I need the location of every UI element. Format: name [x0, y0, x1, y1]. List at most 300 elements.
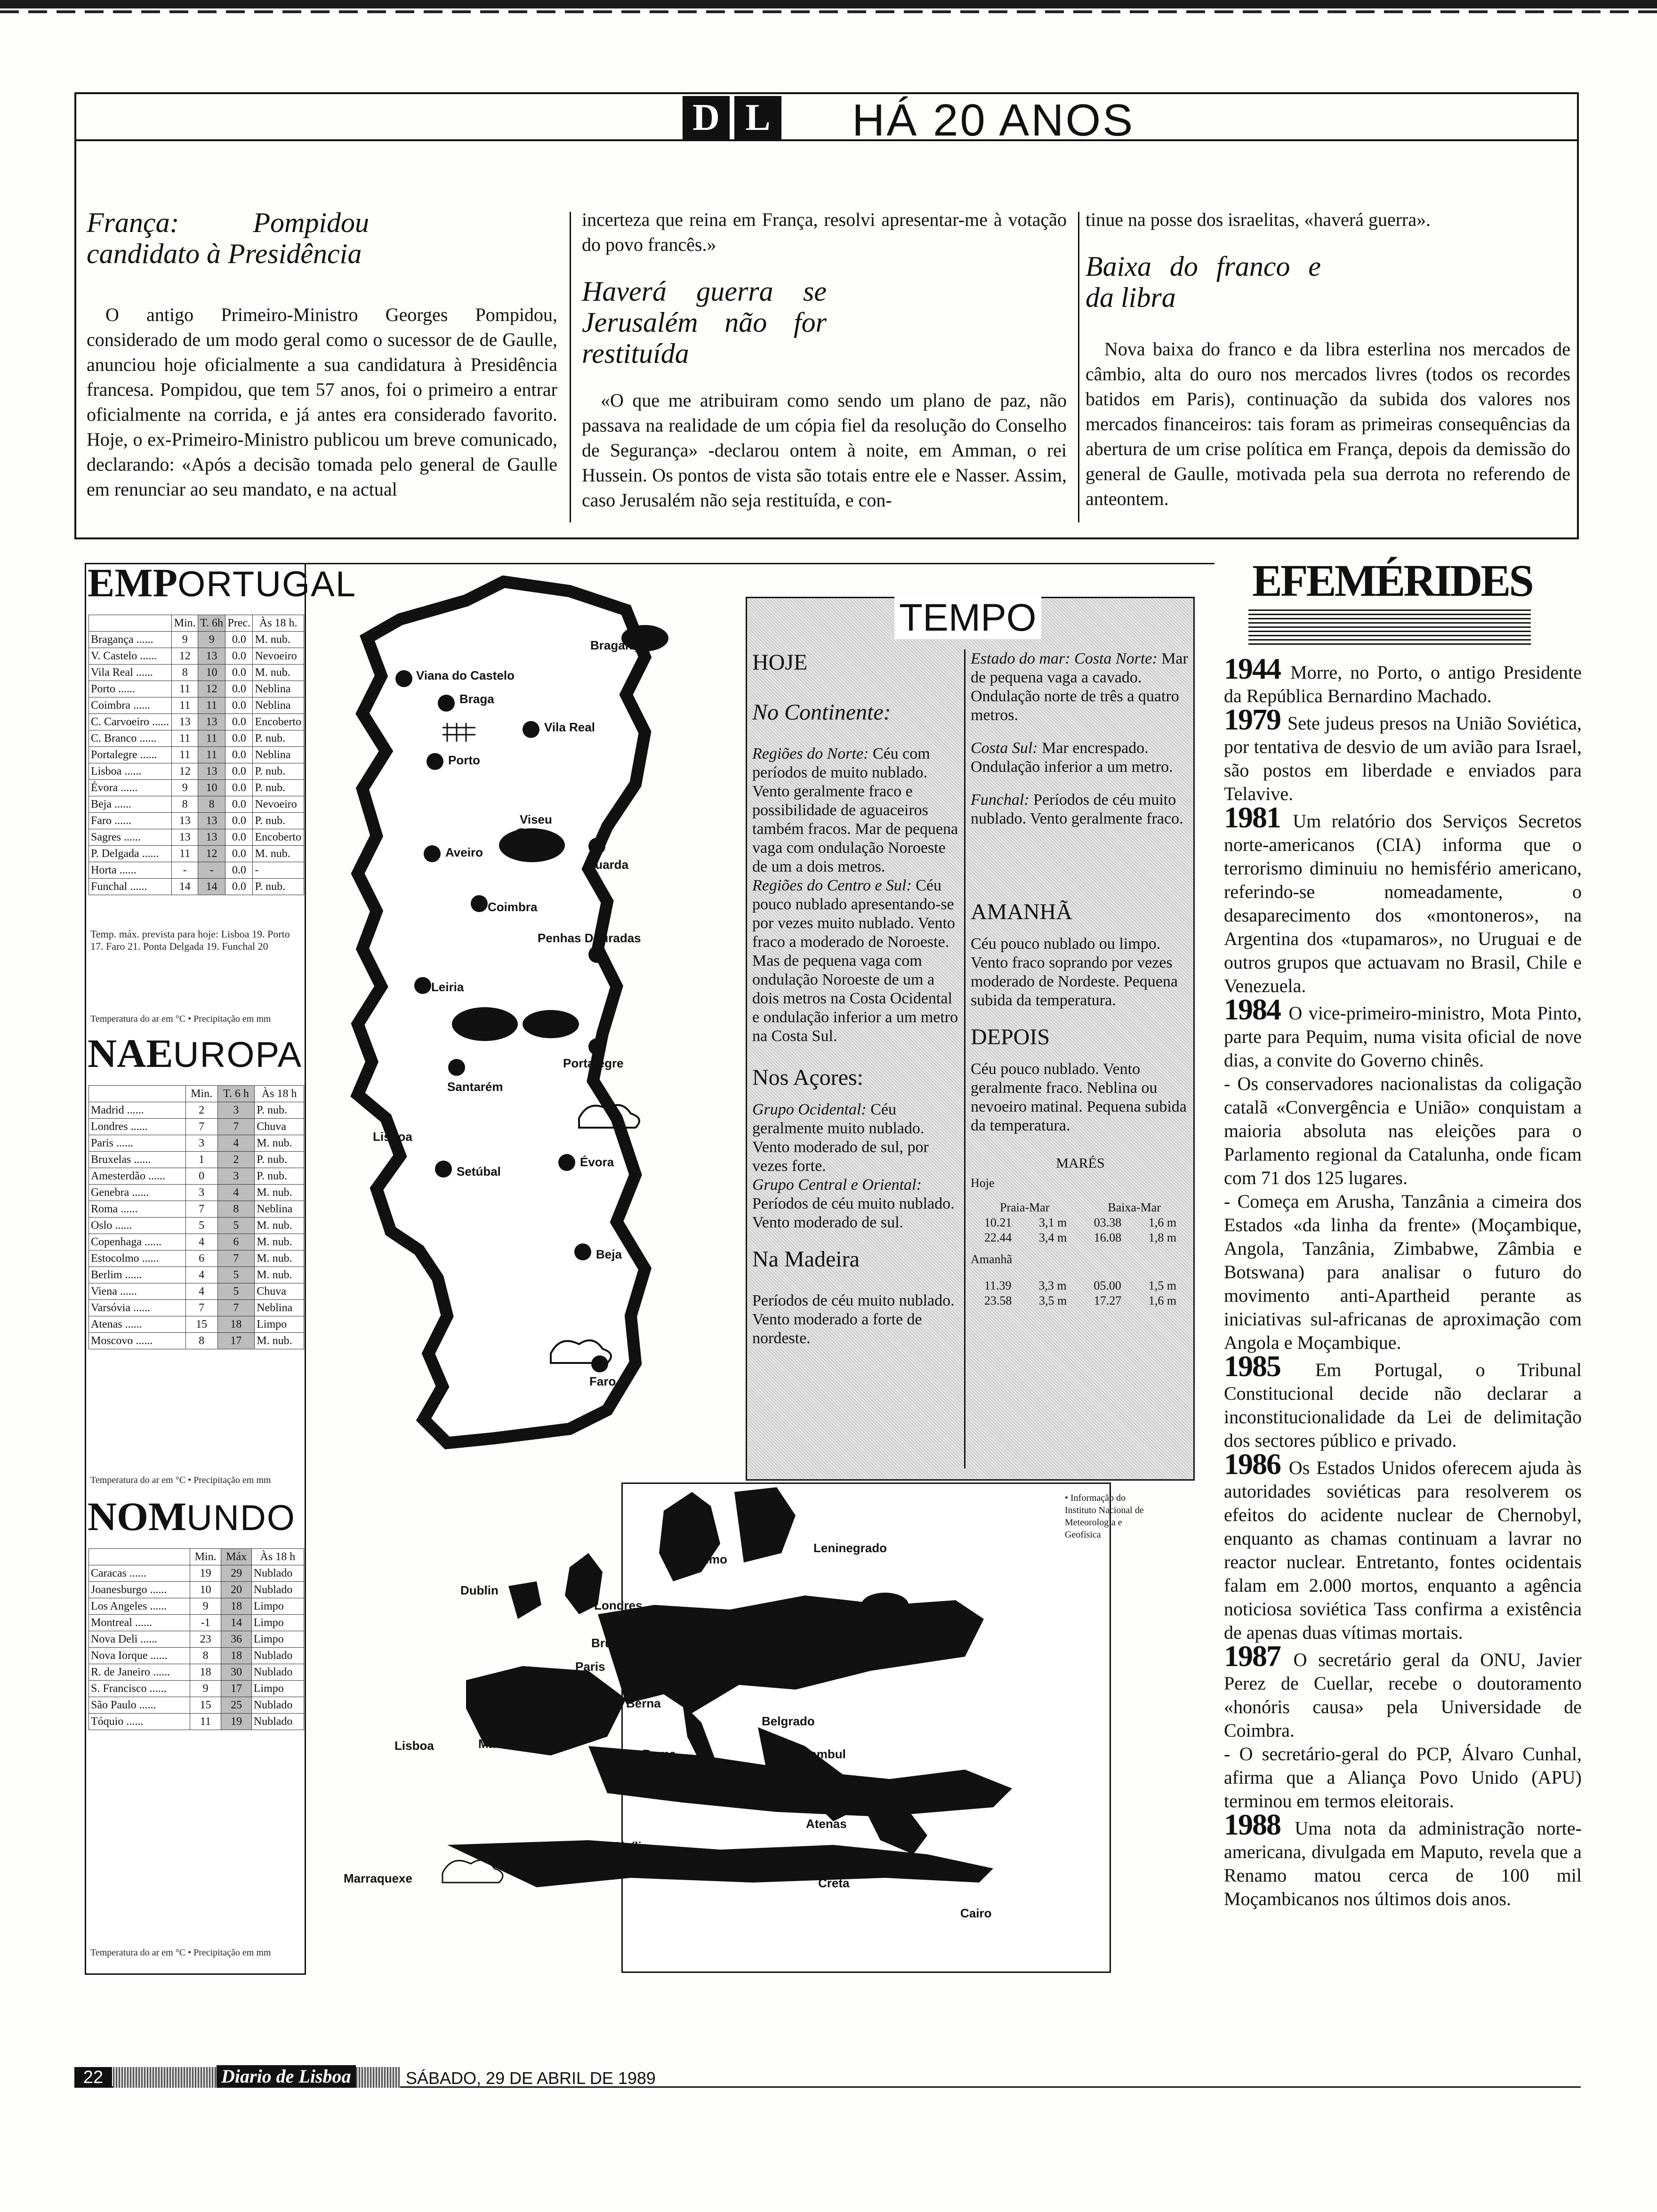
- centro-label: Regiões do Centro e Sul:: [752, 877, 912, 894]
- table-cell: São Paulo ......: [89, 1697, 190, 1714]
- depois-text: Céu pouco nublado. Vento geralmente fraco. Neblina ou nevoeiro matinal. Pequena subida da temperatura.: [971, 1060, 1187, 1134]
- title-caps: NA: [88, 1031, 146, 1076]
- table-row: [89, 1615, 304, 1631]
- ocidental-label: Grupo Ocidental:: [752, 1101, 867, 1118]
- table-cell: 4: [217, 1135, 255, 1152]
- table-cell: 10: [198, 780, 225, 796]
- city-label: Leninegrado: [813, 1541, 887, 1555]
- city-label: Lisboa: [394, 1739, 434, 1753]
- table-cell: Limpo: [251, 1681, 304, 1697]
- table-cell: 13: [198, 714, 225, 730]
- continente-heading: No Continente:: [752, 700, 891, 725]
- table-cell: 7: [185, 1300, 217, 1316]
- table-row: [89, 1300, 304, 1316]
- portugal-map: [306, 563, 739, 1457]
- table-cell: 11: [172, 730, 198, 747]
- table-cell: 36: [221, 1631, 251, 1648]
- table-cell: 3: [217, 1168, 255, 1185]
- efemeride-year: 1986: [1224, 1447, 1289, 1481]
- table-row: [89, 846, 304, 862]
- table-cell: Nublado: [251, 1697, 304, 1714]
- efemeride-year: 1984: [1224, 993, 1289, 1026]
- table-cell: 0.0: [225, 813, 253, 829]
- table-cell: P. nub.: [253, 813, 304, 829]
- table-row: [89, 1135, 304, 1152]
- table-cell: 3: [185, 1185, 217, 1201]
- city-dot: [523, 721, 539, 738]
- table-cell: P. nub.: [253, 879, 304, 895]
- table-cell: 29: [221, 1565, 251, 1582]
- efemeride-item: [1224, 1808, 1582, 1911]
- table-cell: 4: [185, 1283, 217, 1300]
- table-cell: 0.0: [225, 730, 253, 747]
- table-cell: 6: [185, 1250, 217, 1267]
- table-cell: 14: [221, 1615, 251, 1631]
- title-rest: UNDO: [186, 1498, 296, 1538]
- tide-row: [971, 1230, 1190, 1245]
- table-cell: 19: [221, 1714, 251, 1730]
- table-cell: 15: [190, 1697, 221, 1714]
- table-cell: 11: [172, 697, 198, 714]
- europe-weather-title: [88, 1031, 303, 1076]
- column-rule: [570, 212, 571, 522]
- table-cell: 12: [198, 681, 225, 697]
- table-cell: Limpo: [251, 1615, 304, 1631]
- article-1: [87, 207, 557, 502]
- article-3-body: Nova baixa do franco e da libra esterlina nos mercados de câmbio, alta do ouro nos mercados livres (todos os recordes batidos em Paris), continuação da subida dos valores nos mercados financeiros: tais foram as primeiras consequências da abertura de um crise política em França, depois da demissão do general de Gaulle, motivada pela sua derrota no referendo de anteontem.: [1086, 338, 1570, 509]
- table-row: [89, 763, 304, 780]
- table-row: [89, 1250, 304, 1267]
- table-cell: 5: [217, 1218, 255, 1234]
- city-label: Sicília: [613, 1839, 649, 1853]
- city-label: Londres: [594, 1598, 643, 1612]
- tide-value: 05.00: [1094, 1279, 1121, 1292]
- table-cell: 23: [190, 1631, 221, 1648]
- table-cell: 0.0: [225, 714, 253, 730]
- table-cell: Nova Iorque ......: [89, 1648, 190, 1664]
- efemeride-year: 1985: [1224, 1349, 1315, 1383]
- table-cell: Nublado: [251, 1582, 304, 1598]
- table-cell: Roma ......: [89, 1201, 186, 1218]
- amanha-heading: AMANHÃ: [971, 899, 1072, 924]
- acores-heading: Nos Açores:: [752, 1065, 863, 1090]
- tide-value: 1,8 m: [1148, 1231, 1177, 1244]
- city-label: Viseu: [520, 812, 552, 826]
- table-cell: Neblina: [253, 747, 304, 763]
- table-cell: Moscovo ......: [89, 1333, 186, 1349]
- table-cell: S. Francisco ......: [89, 1681, 190, 1697]
- tide-value: 17.27: [1094, 1294, 1122, 1307]
- tide-value: 11.39: [984, 1279, 1012, 1292]
- table-cell: 0.0: [225, 648, 253, 665]
- table-cell: 8: [185, 1333, 217, 1349]
- table-cell: 9: [190, 1681, 221, 1697]
- city-label: Portalegre: [563, 1056, 624, 1070]
- table-cell: 13: [172, 813, 198, 829]
- page-number: 22: [74, 2067, 112, 2088]
- world-weather-table: [88, 1548, 304, 1730]
- table-cell: 17: [217, 1333, 255, 1349]
- efemeride-item: [1224, 993, 1582, 1072]
- table-cell: 11: [172, 747, 198, 763]
- title-caps: P: [153, 560, 178, 605]
- central-label: Grupo Central e Oriental:: [752, 1176, 922, 1194]
- sul-text: Mar encrespado. Ondulação inferior a um metro.: [971, 739, 1173, 776]
- table-cell: Tóquio ......: [89, 1714, 190, 1730]
- table-cell: P. nub.: [253, 763, 304, 780]
- table-row: [89, 1565, 304, 1582]
- table-cell: Nevoeiro: [253, 648, 304, 665]
- table-header-cell: Máx: [221, 1549, 251, 1565]
- funchal-text: Períodos de céu muito nublado. Vento geralmente fraco.: [971, 791, 1183, 827]
- table-cell: Encoberto: [253, 714, 304, 730]
- title-caps: E: [146, 1031, 173, 1076]
- city-label: Paris: [575, 1659, 605, 1674]
- table-header-row: [89, 615, 304, 632]
- efemeride-year: 1988: [1224, 1808, 1295, 1841]
- city-label: Moscovo: [796, 1619, 850, 1633]
- table-cell: 18: [221, 1648, 251, 1664]
- table-cell: 9: [172, 632, 198, 648]
- table-row: [89, 796, 304, 813]
- table-cell: P. nub.: [253, 780, 304, 796]
- table-row: [89, 780, 304, 796]
- table-cell: Los Angeles ......: [89, 1598, 190, 1615]
- efemeride-year: 1979: [1224, 703, 1288, 736]
- table-cell: Copenhaga ......: [89, 1234, 186, 1250]
- praia-mar-label: Praia-Mar: [999, 1201, 1050, 1214]
- table-cell: 8: [217, 1201, 255, 1218]
- table-cell: 4: [185, 1234, 217, 1250]
- table-cell: Oslo ......: [89, 1218, 186, 1234]
- efemeride-text: Os Estados Unidos oferecem ajuda às autoridades soviéticas para resolverem os efeitos do acidente nuclear de Chernobyl, enquanto as chamas continuam a lavrar no reactor nuclear. Entretanto, fontes ocidentais falam em 2.000 mortos, enquanto a agência noticiosa soviética Tass confirma a existência de apenas duas vítimas mortais.: [1224, 1457, 1582, 1643]
- norte-label: Regiões do Norte:: [752, 745, 869, 762]
- tide-value: 3,3 m: [1038, 1279, 1067, 1292]
- efemeride-item: [1224, 801, 1582, 998]
- table-cell: P. nub.: [255, 1102, 304, 1119]
- tempo-right-column: [971, 649, 1190, 1308]
- table-cell: Beja ......: [89, 796, 172, 813]
- city-label: Roma: [642, 1747, 676, 1761]
- table-cell: M. nub.: [255, 1218, 304, 1234]
- city-dot: [414, 977, 431, 994]
- city-label: Berlim: [677, 1636, 715, 1650]
- tide-value: 03.38: [1094, 1216, 1122, 1229]
- table-row: [89, 1333, 304, 1349]
- europe-weather-table: [88, 1085, 304, 1349]
- table-cell: Portalegre ......: [89, 747, 172, 763]
- source-note: • Informação do Instituto Nacional de Meteorologia e Geofísica: [1065, 1493, 1144, 1540]
- table-cell: 13: [198, 829, 225, 846]
- mares-hoje-rows: [971, 1215, 1190, 1245]
- table-cell: 9: [198, 632, 225, 648]
- table-cell: Estocolmo ......: [89, 1250, 186, 1267]
- efemeride-item: [1224, 1639, 1582, 1742]
- table-cell: 11: [198, 747, 225, 763]
- table-row: [89, 747, 304, 763]
- table-cell: Limpo: [251, 1598, 304, 1615]
- table-cell: 1: [185, 1152, 217, 1168]
- efemeride-text: - O secretário-geral do PCP, Álvaro Cunhal, afirma que a Aliança Povo Unido (APU) terminou em termos eleitorais.: [1224, 1743, 1582, 1811]
- top-edge-dashes: [0, 10, 1657, 13]
- table-cell: Nova Deli ......: [89, 1631, 190, 1648]
- table-cell: P. nub.: [253, 730, 304, 747]
- table-cell: Neblina: [255, 1300, 304, 1316]
- table-cell: C. Carvoeiro ......: [89, 714, 172, 730]
- table-cell: 2: [185, 1102, 217, 1119]
- table-cell: 13: [198, 648, 225, 665]
- tide-value: 22.44: [984, 1231, 1012, 1244]
- madeira-text: Períodos de céu muito nublado. Vento moderado a forte de nordeste.: [752, 1292, 955, 1347]
- city-label: Creta: [818, 1876, 850, 1890]
- city-label: Faro: [589, 1374, 616, 1388]
- amanha-text: Céu pouco nublado ou limpo. Vento fraco soprando por vezes moderado de Nordeste. Pequena subida da temperatura.: [971, 935, 1178, 1009]
- table-cell: -: [198, 862, 225, 879]
- table-cell: 0.0: [225, 763, 253, 780]
- table-cell: Berlim ......: [89, 1267, 186, 1283]
- table-row: [89, 1102, 304, 1119]
- table-row: [89, 1598, 304, 1615]
- table-cell: 9: [172, 780, 198, 796]
- tide-value: 3,5 m: [1038, 1294, 1067, 1307]
- city-dot: [588, 838, 605, 855]
- table-cell: Funchal ......: [89, 879, 172, 895]
- table-cell: Varsóvia ......: [89, 1300, 186, 1316]
- table-cell: M. nub.: [255, 1250, 304, 1267]
- table-cell: 11: [172, 846, 198, 862]
- table-row: [89, 730, 304, 747]
- table-cell: M. nub.: [253, 665, 304, 681]
- table-cell: -: [253, 862, 304, 879]
- tide-value: 1,6 m: [1148, 1216, 1177, 1229]
- city-dot: [424, 845, 441, 862]
- city-label: Penhas Douradas: [538, 931, 641, 945]
- efemerides-title: EFEMÉRIDES: [1252, 555, 1532, 606]
- tide-value: 1,6 m: [1148, 1294, 1177, 1307]
- tide-value: 3,4 m: [1038, 1231, 1067, 1244]
- table-row: [89, 681, 304, 697]
- article-2: [582, 207, 1067, 513]
- table-cell: 11: [190, 1714, 221, 1730]
- table-cell: Nublado: [251, 1565, 304, 1582]
- table-cell: 0.0: [225, 632, 253, 648]
- table-header-cell: [89, 615, 172, 632]
- table-header-cell: Min.: [185, 1086, 217, 1102]
- city-dot: [471, 895, 488, 912]
- efemeride-item: [1224, 1072, 1582, 1190]
- portugal-forecast-note: Temp. máx. prevista para hoje: Lisboa 19. Porto 17. Faro 21. Ponta Delgada 19. Funchal 20: [90, 928, 290, 952]
- efemeride-text: Uma nota da administração norte-americana, divulgada em Maputo, revela que a Renamo matou cerca de 100 mil Moçambicanos nos últimos dois anos.: [1224, 1818, 1582, 1909]
- mares-amanha-label: Amanhã: [971, 1252, 1013, 1266]
- table-cell: 7: [217, 1119, 255, 1135]
- table-cell: 0.0: [225, 846, 253, 862]
- table-cell: 0: [185, 1168, 217, 1185]
- city-label: Guarda: [586, 858, 629, 872]
- city-label: Braga: [459, 692, 494, 706]
- table-cell: 25: [221, 1697, 251, 1714]
- table-cell: 13: [172, 829, 198, 846]
- table-cell: 3: [217, 1102, 255, 1119]
- table-cell: Nublado: [251, 1664, 304, 1681]
- table-cell: 6: [217, 1234, 255, 1250]
- table-cell: 0.0: [225, 747, 253, 763]
- article-1-body: O antigo Primeiro-Ministro Georges Pompidou, considerado de um modo geral como o sucessor de de Gaulle, anunciou hoje oficialmente a sua candidatura à Presidência francesa. Pompidou, que tem 57 anos, foi o primeiro a entrar oficialmente na corrida, e já antes era considerado favorito. Hoje, o ex-Primeiro-Ministro publicou um breve comunicado, declarando: «Após a decisão tomada pelo general de Gaulle em renunciar ao seu mandato, e na actual: [87, 304, 557, 500]
- column-rule: [1078, 212, 1079, 522]
- table-cell: 13: [172, 714, 198, 730]
- table-cell: Nublado: [251, 1714, 304, 1730]
- table-cell: M. nub.: [255, 1267, 304, 1283]
- city-dot: [588, 946, 605, 963]
- table-row: [89, 697, 304, 714]
- table-row: [89, 1582, 304, 1598]
- city-label: Cairo: [960, 1906, 992, 1920]
- efemeride-year: 1987: [1224, 1639, 1294, 1673]
- table-cell: Porto ......: [89, 681, 172, 697]
- table-cell: Atenas ......: [89, 1316, 186, 1333]
- city-label: Dublin: [460, 1583, 499, 1597]
- city-dot: [438, 695, 455, 712]
- table-cell: 11: [198, 697, 225, 714]
- table-row: [89, 813, 304, 829]
- table-row: [89, 665, 304, 681]
- funchal-label: Funchal:: [971, 791, 1030, 809]
- city-label: Beja: [596, 1247, 622, 1261]
- efemeride-text: O vice-primeiro-ministro, Mota Pinto, parte para Pequim, numa visita oficial de nove dias, a convite do Governo chinês.: [1224, 1002, 1582, 1071]
- table-header-cell: T. 6h: [198, 615, 225, 632]
- table-cell: M. nub.: [255, 1234, 304, 1250]
- city-dot: [591, 1355, 608, 1372]
- section-title: HÁ 20 ANOS: [852, 95, 1135, 145]
- city-label: Madrid: [478, 1737, 519, 1751]
- city-dot: [435, 1161, 452, 1178]
- table-row: [89, 714, 304, 730]
- table-cell: 18: [221, 1598, 251, 1615]
- article-2-continuation: tinue na posse dos israelitas, «haverá guerra».: [1086, 209, 1431, 230]
- table-cell: 4: [185, 1267, 217, 1283]
- table-cell: Londres ......: [89, 1119, 186, 1135]
- table-cell: Bragança ......: [89, 632, 172, 648]
- efemeride-item: [1224, 1190, 1582, 1354]
- table-header-cell: Às 18 h.: [253, 615, 304, 632]
- table-cell: M. nub.: [253, 846, 304, 862]
- table-row: [89, 1119, 304, 1135]
- table-row: [89, 1267, 304, 1283]
- title-rest: ORTUGAL: [177, 564, 357, 604]
- table-row: [89, 829, 304, 846]
- table-cell: 4: [217, 1185, 255, 1201]
- table-cell: 3: [185, 1135, 217, 1152]
- table-cell: Joanesburgo ......: [89, 1582, 190, 1598]
- portugal-footer-note: Temperatura do ar em °C • Precipitação em mm: [90, 1014, 271, 1024]
- footer-date: SÁBADO, 29 DE ABRIL DE 1989: [406, 2068, 656, 2088]
- table-cell: 8: [198, 796, 225, 813]
- title-caps: NO: [88, 1494, 148, 1539]
- tide-value: 23.58: [984, 1294, 1012, 1307]
- world-footer-note: Temperatura do ar em °C • Precipitação em mm: [90, 1948, 271, 1958]
- mares-amanha-rows: [971, 1278, 1190, 1308]
- city-label: Berna: [626, 1696, 661, 1710]
- tide-value: 10.21: [984, 1216, 1012, 1229]
- paper-name: Diario de Lisboa: [217, 2065, 356, 2088]
- madeira-heading: Na Madeira: [752, 1247, 860, 1272]
- table-row: [89, 1152, 304, 1168]
- table-cell: V. Castelo ......: [89, 648, 172, 665]
- ocidental-text: Céu geralmente muito nublado. Vento moderado de sul, por vezes forte.: [752, 1101, 929, 1175]
- table-cell: Paris ......: [89, 1135, 186, 1152]
- city-label: Bragança: [590, 638, 646, 652]
- table-cell: 18: [190, 1664, 221, 1681]
- table-cell: 13: [198, 813, 225, 829]
- article-2-body: «O que me atribuiram como sendo um plano de paz, não passava na realidade de um cópia fiel da resolução do Conselho de Segurança» -declarou ontem à noite, em Amman, o rei Hussein. Os pontos de vista são totais entre ele e Nasser. Assim, caso Jerusalém não seja restituída, e con-: [582, 390, 1067, 511]
- article-3-headline: Baixa do franco e da libra: [1086, 251, 1321, 313]
- logo-letter-l: L: [734, 96, 781, 139]
- table-cell: Sagres ......: [89, 829, 172, 846]
- table-cell: 11: [198, 730, 225, 747]
- tide-row: [971, 1215, 1190, 1230]
- efemerides-list: [1224, 652, 1582, 1911]
- tempo-title: TEMPO: [894, 597, 1041, 639]
- table-cell: C. Branco ......: [89, 730, 172, 747]
- city-label: Bruxelas: [591, 1636, 643, 1650]
- efemeride-text: Em Portugal, o Tribunal Constitucional decide não declarar a inconstitucionalidade da Lei de delimitação dos sectores público e privado.: [1224, 1359, 1582, 1451]
- mares-table: [971, 1176, 1190, 1308]
- table-cell: 8: [190, 1648, 221, 1664]
- table-cell: 30: [221, 1664, 251, 1681]
- efemerides-title-rule: [1248, 607, 1531, 645]
- top-edge-band: [0, 0, 1657, 8]
- table-row: [89, 1714, 304, 1730]
- efemeride-text: Sete judeus presos na União Soviética, por tentativa de desvio de um avião para Israel, são postos em liberdade e enviados para Telavive.: [1224, 713, 1582, 804]
- city-label: Viena: [663, 1675, 695, 1689]
- table-cell: P. Delgada ......: [89, 846, 172, 862]
- table-row: [89, 862, 304, 879]
- table-cell: Neblina: [253, 697, 304, 714]
- efemeride-year: 1981: [1224, 801, 1293, 834]
- table-cell: 5: [217, 1283, 255, 1300]
- article-2-headline: Haverá guerra se Jerusalém não for restituída: [582, 276, 827, 369]
- table-cell: 8: [172, 796, 198, 813]
- city-label: Marraquexe: [344, 1871, 412, 1885]
- table-cell: 13: [198, 763, 225, 780]
- mar-text: Mar de pequena vaga a cavado. Ondulação norte de três a quatro metros.: [971, 650, 1188, 724]
- dl-logo: [683, 96, 852, 139]
- table-row: [89, 1168, 304, 1185]
- article-3: [1086, 207, 1570, 511]
- tide-row: [971, 1278, 1190, 1293]
- city-label: Istambul: [796, 1747, 846, 1761]
- table-row: [89, 1185, 304, 1201]
- norte-text: Céu com períodos de muito nublado. Vento geralmente fraco e possibilidade de aguaceiros também fracos. Mar de pequena vaga com ondulação Noroeste de um a dois metros.: [752, 745, 958, 875]
- table-cell: 15: [185, 1316, 217, 1333]
- depois-heading: DEPOIS: [971, 1025, 1050, 1050]
- table-cell: R. de Janeiro ......: [89, 1664, 190, 1681]
- table-cell: Chuva: [255, 1283, 304, 1300]
- city-label: Santarém: [447, 1080, 503, 1094]
- table-cell: M. nub.: [255, 1333, 304, 1349]
- logo-letter-d: D: [683, 96, 730, 139]
- efemeride-item: [1224, 1447, 1582, 1644]
- city-label: Aveiro: [445, 845, 483, 859]
- table-row: [89, 1697, 304, 1714]
- table-cell: 0.0: [225, 681, 253, 697]
- central-text: Períodos de céu muito nublado. Vento moderado de sul.: [752, 1195, 955, 1231]
- table-cell: 12: [172, 763, 198, 780]
- table-cell: Horta ......: [89, 862, 172, 879]
- table-row: [89, 1234, 304, 1250]
- city-dot: [426, 753, 443, 770]
- city-label: Coimbra: [488, 900, 538, 914]
- city-label: Viana do Castelo: [416, 668, 515, 682]
